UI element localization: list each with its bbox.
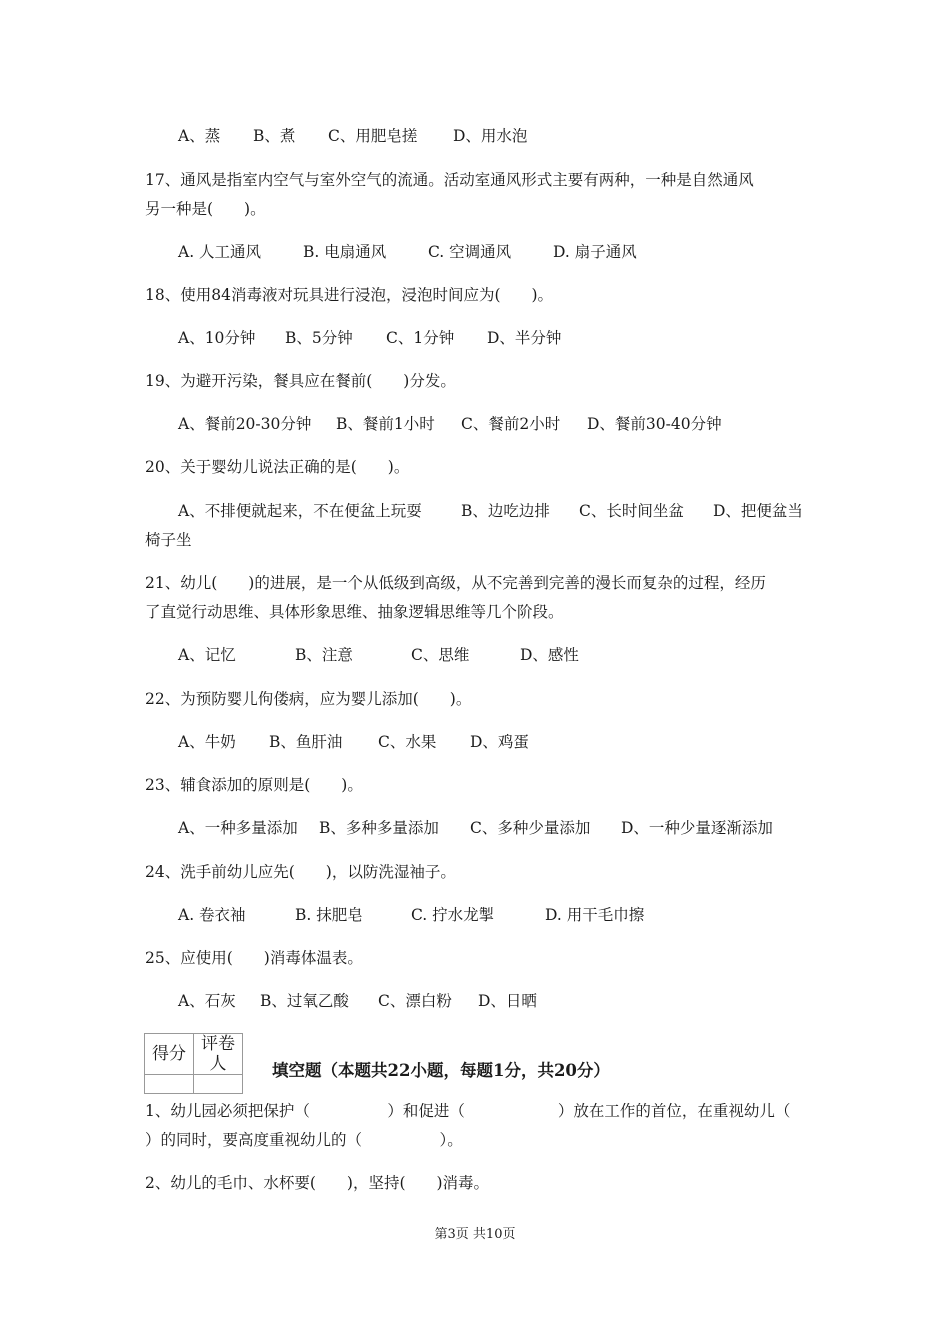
q22-option-c: C、水果 [378,733,437,751]
q25-stem: 25、应使用( )消毒体温表。 [145,949,363,967]
q18-option-c: C、1分钟 [386,329,455,347]
q20-option-b: B、边吃边排 [461,502,550,520]
q25-option-d: D、日晒 [478,992,537,1010]
q18-option-d: D、半分钟 [487,329,562,347]
q22-option-d: D、鸡蛋 [470,733,529,751]
page-footer: 第3页 共10页 [434,1227,516,1242]
score-label: 得分 [145,1034,194,1075]
q23-option-c: C、多种少量添加 [470,819,591,837]
q17-option-c: C. 空调通风 [428,243,512,261]
fill2-stem: 2、幼儿的毛巾、水杯要( )，坚持( )消毒。 [145,1174,490,1192]
q16-option-a: A、蒸 [178,127,221,145]
q19-option-c: C、餐前2小时 [461,415,561,433]
q22-option-a: A、牛奶 [178,733,236,751]
q21-stem-line2: 了直觉行动思维、具体形象思维、抽象逻辑思维等几个阶段。 [145,603,564,621]
q25-option-a: A、石灰 [178,992,236,1010]
q24-option-c: C. 拧水龙掣 [411,906,495,924]
q21-stem-line1: 21、幼儿( )的进展，是一个从低级到高级，从不完善到完善的漫长而复杂的过程，经历 [145,574,766,592]
q20-option-d: D、把便盆当 [713,502,803,520]
q18-stem: 18、使用84消毒液对玩具进行浸泡，浸泡时间应为( )。 [145,286,554,304]
q23-option-a: A、一种多量添加 [178,819,298,837]
fill1-stem-line2: ）的同时，要高度重视幼儿的（ ）。 [145,1131,463,1149]
q24-stem: 24、洗手前幼儿应先( )，以防洗湿袖子。 [145,863,456,881]
score-table [144,1033,243,1094]
q21-option-b: B、注意 [295,646,353,664]
q19-option-d: D、餐前30-40分钟 [587,415,722,433]
q24-option-b: B. 抹肥皂 [295,906,363,924]
section-title: 填空题（本题共22小题，每题1分，共20分） [272,1061,610,1080]
q17-stem-line1: 17、通风是指室内空气与室外空气的流通。活动室通风形式主要有两种，一种是自然通风 [145,171,754,189]
q23-option-d: D、一种少量逐渐添加 [621,819,773,837]
q18-option-b: B、5分钟 [285,329,353,347]
q17-option-b: B. 电扇通风 [303,243,387,261]
q22-stem: 22、为预防婴儿佝偻病，应为婴儿添加( )。 [145,690,472,708]
q19-stem: 19、为避开污染，餐具应在餐前( )分发。 [145,372,456,390]
q17-option-d: D. 扇子通风 [553,243,637,261]
q25-option-b: B、过氧乙酸 [260,992,349,1010]
q21-option-d: D、感性 [520,646,579,664]
q23-stem: 23、辅食添加的原则是( )。 [145,776,363,794]
q25-option-c: C、漂白粉 [378,992,452,1010]
fill1-stem-line1: 1、幼儿园必须把保护（ ）和促进（ ）放在工作的首位，在重视幼儿（ [145,1102,791,1120]
q20-option-c: C、长时间坐盆 [579,502,684,520]
q20-option-a: A、不排便就起来，不在便盆上玩耍 [178,502,422,520]
q17-stem-line2: 另一种是( )。 [145,200,266,218]
q23-option-b: B、多种多量添加 [319,819,439,837]
q17-option-a: A. 人工通风 [178,243,262,261]
q20-stem: 20、关于婴幼儿说法正确的是( )。 [145,458,410,476]
q19-option-b: B、餐前1小时 [336,415,435,433]
q19-option-a: A、餐前20-30分钟 [178,415,312,433]
q16-option-d: D、用水泡 [453,127,528,145]
q21-option-a: A、记忆 [178,646,236,664]
q16-option-b: B、煮 [253,127,296,145]
q24-option-d: D. 用干毛巾擦 [545,906,645,924]
q16-option-c: C、用肥皂搓 [328,127,418,145]
score-cell[interactable] [145,1075,194,1094]
q21-option-c: C、思维 [411,646,470,664]
q18-option-a: A、10分钟 [178,329,256,347]
grader-cell[interactable] [194,1075,243,1094]
q24-option-a: A. 卷衣袖 [178,906,246,924]
grader-label: 评卷人 [194,1034,243,1075]
q20-option-continuation: 椅子坐 [145,531,192,549]
q22-option-b: B、鱼肝油 [269,733,343,751]
